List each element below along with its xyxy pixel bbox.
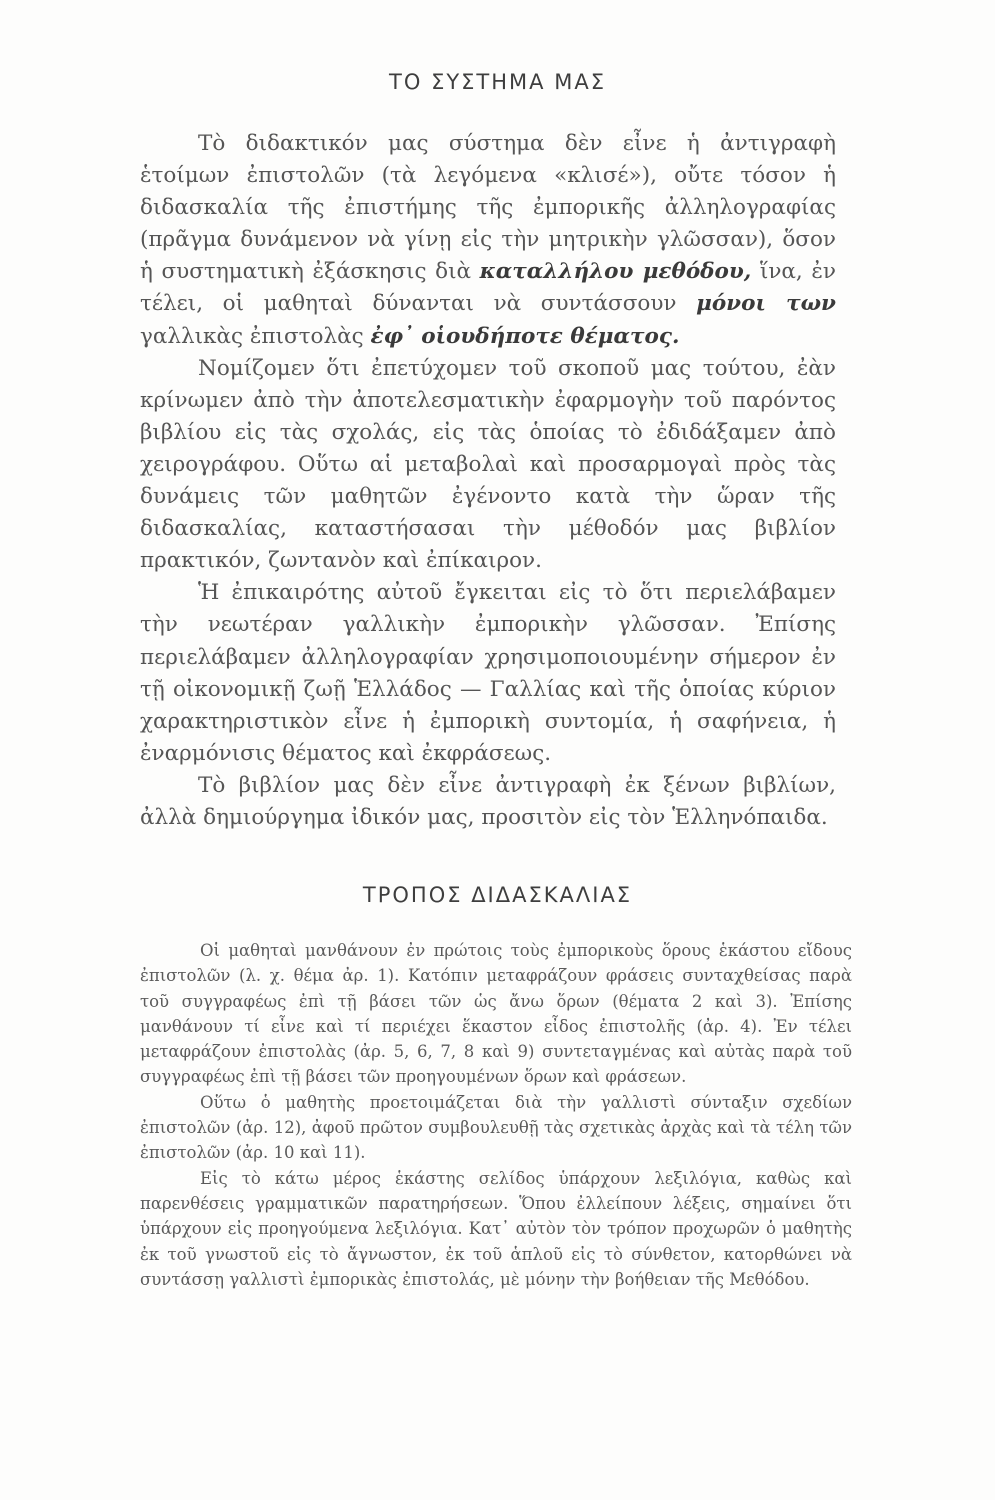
paragraph-text: Τὸ διδακτικόν μας σύστημα δὲν εἶνε ἡ ἀντιγραφὴ ἑτοίμων ἐπιστολῶν (τὰ λεγόμενα «κλισέ»), οὔτε τόσον ἡ διδασκαλία τῆς ἐπιστήμης τῆς ἐμπορικῆς ἀλληλογραφίας (πρᾶγμα δυνάμενον νὰ γίνῃ εἰς τὴν μητρικὴν γλῶσσαν), ὅσον ἡ συστηματικὴ ἐξάσκησις διὰ <box>140 131 836 285</box>
emphasis-text: μόνοι των <box>696 291 836 317</box>
paragraph: Ἡ ἐπικαιρότης αὐτοῦ ἔγκειται εἰς τὸ ὅτι περιελάβαμεν τὴν νεωτέραν γαλλικὴν ἐμπορικὴν γλῶσσαν. Ἐπίσης περιελάβαμεν ἀλληλογραφίαν χρησιμοποιουμένην σήμερον ἐν τῇ οἰκονομικῇ ζωῇ Ἑλλάδος — Γαλλίας καὶ τῆς ὁποίας κύριον χαρακτηριστικὸν εἶνε ἡ ἐμπορικὴ συντομία, ἡ σαφήνεια, ἡ ἐναρμόνισις θέματος καὶ ἐκφράσεως. <box>140 580 836 766</box>
paragraph: Οἱ μαθηταὶ μανθάνουν ἐν πρώτοις τοὺς ἐμπορικοὺς ὅρους ἑκάστου εἴδους ἐπιστολῶν (λ. χ. θέμα ἀρ. 1). Κατόπιν μεταφράζουν φράσεις συνταχθείσας παρὰ τοῦ συγγραφέως ἐπὶ τῇ βάσει τῶν ὡς ἄνω ὅρων (θέματα 2 καὶ 3). Ἐπίσης μανθάνουν τί εἶνε καὶ τί περιέχει ἕκαστον εἶδος ἐπιστολῆς (ἀρ. 4). Ἐν τέλει μεταφράζουν ἐπιστολὰς (ἀρ. 5, 6, 7, 8 καὶ 9) συντεταγμένας καὶ αὐτὰς παρὰ τοῦ συγγραφέως ἐπὶ τῇ βάσει τῶν προηγουμένων ὅρων καὶ φράσεων. <box>140 941 852 1087</box>
paragraph-text: γαλλικὰς ἐπιστολὰς <box>140 323 364 349</box>
paragraph: Εἰς τὸ κάτω μέρος ἑκάστης σελίδος ὑπάρχουν λεξιλόγια, καθὼς καὶ παρενθέσεις γραμματικῶν παρατηρήσεων. Ὅπου ἐλλείπουν λέξεις, σημαίνει ὅτι ὑπάρχουν εἰς προηγούμενα λεξιλόγια. Κατ᾽ αὐτὸν τὸν τρόπον προχωρῶν ὁ μαθητὴς ἐκ τοῦ γνωστοῦ εἰς τὸ ἄγνωστον, ἐκ τοῦ ἁπλοῦ εἰς τὸ σύνθετον, κατορθώνει νὰ συντάσσῃ γαλλιστὶ ἐμπορικὰς ἐπιστολάς, μὲ μόνην τὴν βοήθειαν τῆς Μεθόδου. <box>140 1168 852 1289</box>
paragraph: Τὸ βιβλίον μας δὲν εἶνε ἀντιγραφὴ ἐκ ξένων βιβλίων, ἀλλὰ δημιούργημα ἰδικόν μας, προσιτὸν εἰς τὸν Ἑλληνόπαιδα. <box>140 772 836 830</box>
section-title-our-system: ΤΟ ΣΥΣΤΗΜΑ ΜΑΣ <box>389 70 606 94</box>
paragraph: Οὕτω ὁ μαθητὴς προετοιμάζεται διὰ τὴν γαλλιστὶ σύνταξιν σχεδίων ἐπιστολῶν (ἀρ. 12), ἀφοῦ πρῶτον συμβουλευθῇ τὰς σχετικὰς ἀρχὰς καὶ τὰ τέλη τῶν ἐπιστολῶν (ἀρ. 10 καὶ 11). <box>140 1092 852 1163</box>
emphasis-text: ἐφ᾽ οἱουδήποτε θέματος. <box>370 323 680 349</box>
paragraph: Νομίζομεν ὅτι ἐπετύχομεν τοῦ σκοποῦ μας τούτου, ἐὰν κρίνωμεν ἀπὸ τὴν ἀποτελεσματικὴν ἐφαρμογὴν τοῦ παρόντος βιβλίου εἰς τὰς σχολάς, εἰς τὰς ὁποίας τὸ ἐδιδάξαμεν ἀπὸ χειρογράφου. Οὕτω αἱ μεταβολαὶ καὶ προσαρμογαὶ πρὸς τὰς δυνάμεις τῶν μαθητῶν ἐγένοντο κατὰ τὴν ὥραν τῆς διδασκαλίας, καταστήσασαι τὴν μέθοδόν μας βιβλίον πρακτικόν, ζωντανὸν καὶ ἐπίκαιρον. <box>140 355 836 574</box>
teaching-method-section <box>140 938 852 1292</box>
emphasis-text: καταλλήλου μεθόδου, <box>479 259 752 285</box>
our-system-section <box>140 128 836 834</box>
paragraph-text: ἵνα, ἐν τέλει, οἱ μαθηταὶ δύνανται νὰ συντάσσουν <box>140 259 836 317</box>
section-title-teaching-method: ΤΡΟΠΟΣ ΔΙΔΑΣΚΑΛΙΑΣ <box>362 883 633 907</box>
paragraph <box>140 128 836 353</box>
